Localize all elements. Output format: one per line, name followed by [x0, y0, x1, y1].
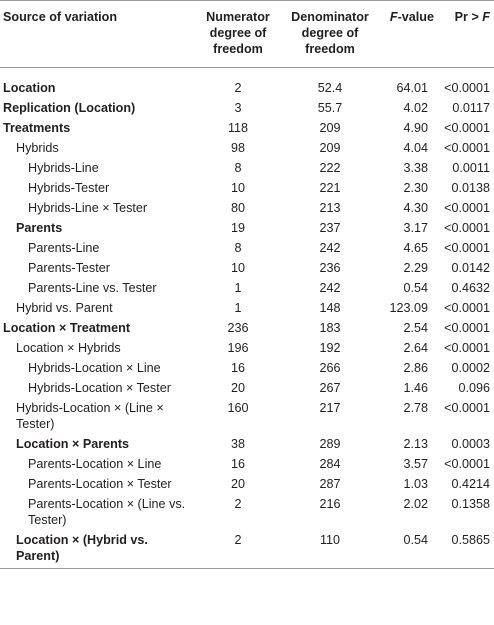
table-row — [0, 398, 494, 434]
row-p-value: 0.1358 — [451, 497, 490, 511]
table-row — [0, 378, 494, 398]
row-num-df: 160 — [227, 401, 249, 415]
row-f-value: 3.57 — [403, 457, 428, 471]
row-num-df: 3 — [234, 101, 242, 115]
row-source: Location × (Hybrid vs. Parent) — [0, 530, 190, 569]
row-num-df: 98 — [230, 141, 245, 155]
row-num-df: 80 — [230, 201, 245, 215]
row-den-df: 237 — [319, 221, 341, 235]
row-den-df: 55.7 — [317, 101, 343, 115]
row-den-df: 209 — [319, 121, 341, 135]
row-num-df: 19 — [230, 221, 245, 235]
row-den-df: 217 — [319, 401, 341, 415]
row-num-df: 196 — [227, 341, 249, 355]
table-row — [0, 138, 494, 158]
table-row — [0, 278, 494, 298]
row-den-df: 242 — [319, 241, 341, 255]
row-p-value: <0.0001 — [444, 141, 490, 155]
row-f-value: 123.09 — [389, 301, 428, 315]
header-row — [0, 1, 494, 68]
row-p-value: 0.0011 — [452, 161, 490, 175]
row-source: Hybrids — [16, 141, 59, 155]
table-row — [0, 358, 494, 378]
row-p-value: <0.0001 — [444, 201, 490, 215]
row-source: Location — [3, 81, 56, 95]
row-den-df: 242 — [319, 281, 341, 295]
row-f-value: 1.46 — [403, 381, 428, 395]
row-source: Parents-Location × Tester — [28, 477, 172, 491]
row-source: Parents — [16, 221, 63, 235]
row-source: Parents-Location × (Line vs. Tester) — [28, 497, 186, 527]
table-row — [0, 298, 494, 318]
row-p-value: 0.4632 — [451, 281, 490, 295]
table-row — [0, 238, 494, 258]
row-f-value: 3.38 — [403, 161, 428, 175]
header-source: Source of variation — [0, 1, 190, 68]
row-p-value: 0.0003 — [451, 437, 490, 451]
table-row — [0, 258, 494, 278]
header-pr-letter: F — [482, 10, 490, 24]
header-f-suffix: -value — [397, 10, 434, 24]
row-source: Location × Hybrids — [16, 341, 121, 355]
row-f-value: 2.54 — [403, 321, 428, 335]
row-den-df: 148 — [319, 301, 341, 315]
row-f-value: 2.86 — [403, 361, 428, 375]
header-f-value — [374, 1, 434, 68]
row-source: Hybrids-Location × Tester — [28, 381, 171, 395]
row-num-df: 236 — [227, 321, 249, 335]
row-den-df: 266 — [319, 361, 341, 375]
row-source: Location × Parents — [16, 437, 130, 451]
table-row — [0, 218, 494, 238]
row-p-value: 0.0138 — [451, 181, 490, 195]
row-num-df: 20 — [230, 477, 245, 491]
row-p-value: <0.0001 — [444, 401, 490, 415]
table-row — [0, 434, 494, 454]
row-f-value: 3.17 — [403, 221, 428, 235]
row-f-value: 4.90 — [403, 121, 428, 135]
row-source: Hybrid vs. Parent — [16, 301, 113, 315]
row-den-df: 213 — [319, 201, 341, 215]
row-num-df: 8 — [234, 161, 242, 175]
header-numerator: Numerator degree of freedom — [190, 1, 286, 68]
table-row — [0, 178, 494, 198]
row-p-value: <0.0001 — [444, 221, 490, 235]
row-num-df: 10 — [230, 261, 245, 275]
row-num-df: 10 — [230, 181, 245, 195]
table-row — [0, 338, 494, 358]
row-num-df: 118 — [227, 121, 249, 135]
row-p-value: <0.0001 — [444, 241, 490, 255]
row-f-value: 2.64 — [403, 341, 428, 355]
table-row — [0, 158, 494, 178]
row-p-value: 0.0117 — [452, 101, 490, 115]
row-den-df: 222 — [319, 161, 341, 175]
row-p-value: 0.4214 — [451, 477, 490, 491]
row-den-df: 221 — [319, 181, 341, 195]
row-f-value: 2.02 — [403, 497, 428, 511]
row-num-df: 16 — [230, 361, 245, 375]
table-header — [0, 1, 494, 68]
table-row — [0, 198, 494, 218]
row-f-value: 4.04 — [403, 141, 428, 155]
row-f-value: 2.13 — [403, 437, 428, 451]
row-den-df: 287 — [319, 477, 341, 491]
table-row — [0, 474, 494, 494]
row-source: Parents-Location × Line — [28, 457, 162, 471]
header-f-letter: F — [389, 10, 398, 24]
row-num-df: 20 — [230, 381, 245, 395]
row-den-df: 183 — [319, 321, 341, 335]
row-den-df: 267 — [319, 381, 341, 395]
row-num-df: 8 — [234, 241, 242, 255]
row-den-df: 284 — [319, 457, 341, 471]
table-row — [0, 98, 494, 118]
table-row — [0, 318, 494, 338]
row-source: Parents-Line — [28, 241, 100, 255]
row-source: Hybrids-Location × Line — [28, 361, 161, 375]
row-p-value: <0.0001 — [444, 301, 490, 315]
header-pr-prefix: Pr > — [454, 10, 483, 24]
row-f-value: 64.01 — [396, 81, 428, 95]
row-f-value: 1.03 — [403, 477, 428, 491]
row-source: Location × Treatment — [3, 321, 131, 335]
row-den-df: 236 — [319, 261, 341, 275]
row-f-value: 0.54 — [374, 530, 434, 569]
table-row — [0, 454, 494, 474]
row-p-value: 0.0142 — [451, 261, 490, 275]
row-source: Hybrids-Tester — [28, 181, 110, 195]
row-num-df: 38 — [230, 437, 245, 451]
row-source: Parents-Line vs. Tester — [28, 281, 157, 295]
row-f-value: 2.30 — [403, 181, 428, 195]
table-body — [0, 68, 494, 569]
row-p-value: <0.0001 — [444, 121, 490, 135]
row-source: Parents-Tester — [28, 261, 110, 275]
row-source: Hybrids-Location × (Line × Tester) — [16, 401, 164, 431]
row-f-value: 4.02 — [403, 101, 428, 115]
row-f-value: 0.54 — [403, 281, 428, 295]
header-denominator: Denominator degree of freedom — [286, 1, 374, 68]
row-num-df: 1 — [234, 281, 242, 295]
row-f-value: 4.30 — [403, 201, 428, 215]
row-num-df: 1 — [234, 301, 242, 315]
row-p-value: <0.0001 — [444, 81, 490, 95]
row-num-df: 2 — [190, 530, 286, 569]
row-source: Replication (Location) — [3, 101, 136, 115]
row-den-df: 192 — [319, 341, 341, 355]
row-den-df: 289 — [319, 437, 341, 451]
row-p-value: 0.096 — [458, 381, 490, 395]
row-f-value: 4.65 — [403, 241, 428, 255]
table-row — [0, 68, 494, 99]
row-p-value: <0.0001 — [444, 341, 490, 355]
row-den-df: 209 — [319, 141, 341, 155]
table-row — [0, 494, 494, 530]
row-source: Hybrids-Line × Tester — [28, 201, 148, 215]
row-den-df: 216 — [319, 497, 341, 511]
row-num-df: 16 — [230, 457, 245, 471]
header-pr — [434, 1, 494, 68]
row-f-value: 2.78 — [403, 401, 428, 415]
row-den-df: 110 — [286, 530, 374, 569]
row-p-value: 0.5865 — [434, 530, 494, 569]
row-p-value: 0.0002 — [451, 361, 490, 375]
row-p-value: <0.0001 — [444, 321, 490, 335]
table-row — [0, 530, 494, 569]
row-f-value: 2.29 — [403, 261, 428, 275]
row-source: Hybrids-Line — [28, 161, 99, 175]
row-num-df: 2 — [234, 497, 242, 511]
row-den-df: 52.4 — [317, 81, 343, 95]
row-source: Treatments — [3, 121, 71, 135]
row-num-df: 2 — [234, 81, 242, 95]
row-p-value: <0.0001 — [444, 457, 490, 471]
table-row — [0, 118, 494, 138]
